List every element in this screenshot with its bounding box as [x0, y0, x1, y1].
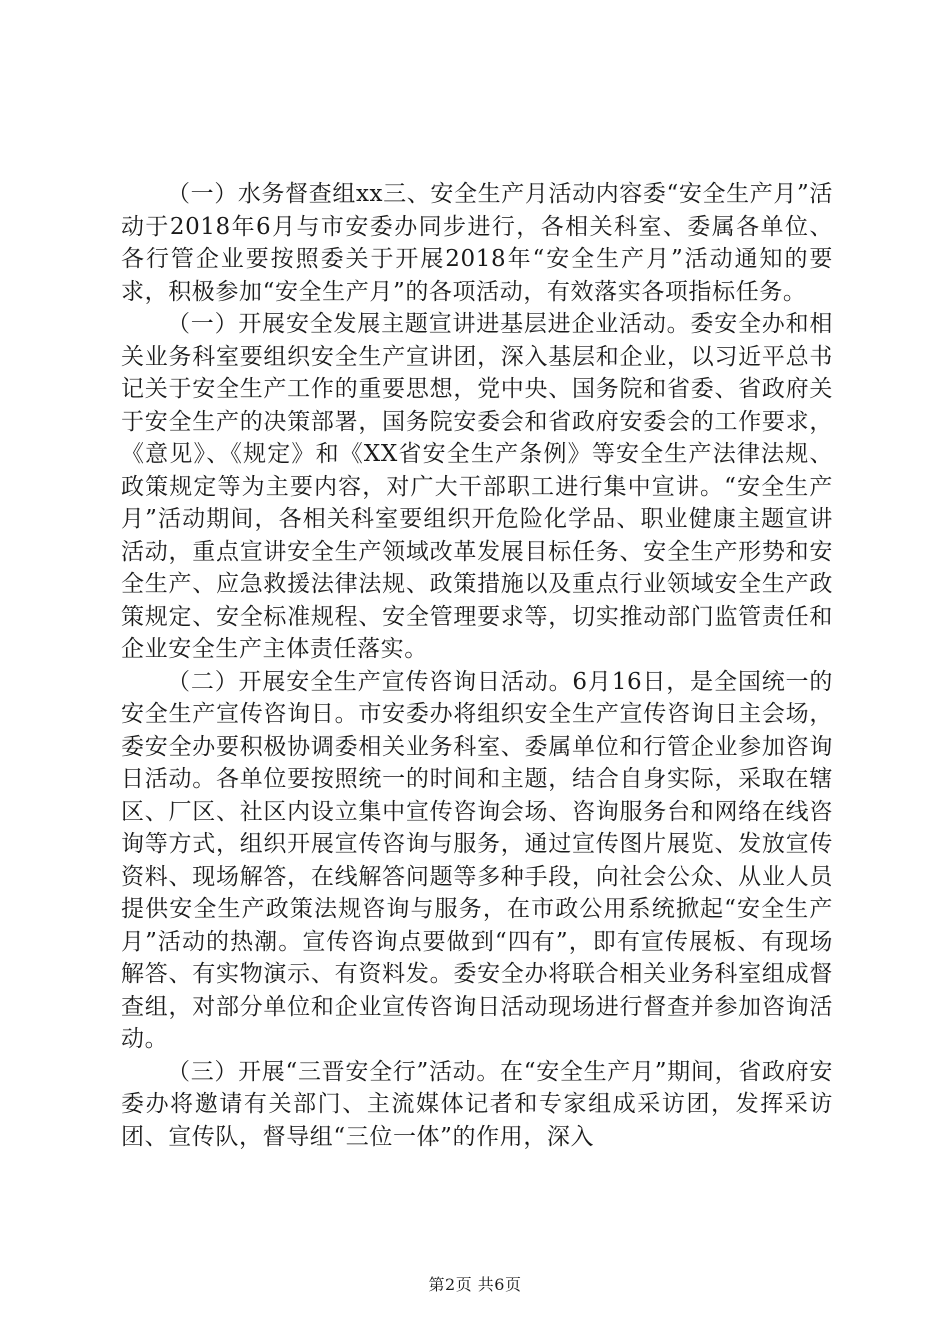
paragraph-1: （一）水务督查组xx三、安全生产月活动内容委“安全生产月”活动于2018年6月与市安委办同步进行，各相关科室、委属各单位、各行管企业要按照委关于开展2018年“安全生产月”活动通知的要求，积极参加“安全生产月”的各项活动，有效落实各项指标任务。: [121, 181, 833, 305]
page-footer: 第2页 共6页: [428, 1275, 522, 1294]
paragraph-4: （三）开展“三晋安全行”活动。在“安全生产月”期间，省政府安委办将邀请有关部门、主流媒体记者和专家组成采访团，发挥采访团、宣传队，督导组“三位一体”的作用，深入: [121, 1058, 833, 1150]
document-body: [121, 178, 833, 1153]
paragraph-3: （二）开展安全生产宣传咨询日活动。6月16日，是全国统一的安全生产宣传咨询日。市安委办将组织安全生产宣传咨询日主会场，委安全办要积极协调委相关业务科室、委属单位和行管企业参加咨询日活动。各单位要按照统一的时间和主题，结合自身实际，采取在辖区、厂区、社区内设立集中宣传咨询会场、咨询服务台和网络在线咨询等方式，组织开展宣传咨询与服务，通过宣传图片展览、发放宣传资料、现场解答，在线解答问题等多种手段，向社会公众、从业人员提供安全生产政策法规咨询与服务，在市政公用系统掀起“安全生产月”活动的热潮。宣传咨询点要做到“四有”，即有宣传展板、有现场解答、有实物演示、有资料发。委安全办将联合相关业务科室组成督查组，对部分单位和企业宣传咨询日活动现场进行督查并参加咨询活动。: [121, 668, 833, 1052]
paragraph-2: （一）开展安全发展主题宣讲进基层进企业活动。委安全办和相关业务科室要组织安全生产宣讲团，深入基层和企业，以习近平总书记关于安全生产工作的重要思想，党中央、国务院和省委、省政府关于安全生产的决策部署，国务院安委会和省政府安委会的工作要求，《意见》、《规定》和《XX省安全生产条例》等安全生产法律法规、政策规定等为主要内容，对广大干部职工进行集中宣讲。“安全生产月”活动期间，各相关科室要组织开危险化学品、职业健康主题宣讲活动，重点宣讲安全生产领域改革发展目标任务、安全生产形势和安全生产、应急救援法律法规、政策措施以及重点行业领域安全生产政策规定、安全标准规程、安全管理要求等，切实推动部门监管责任和企业安全生产主体责任落实。: [121, 311, 833, 662]
